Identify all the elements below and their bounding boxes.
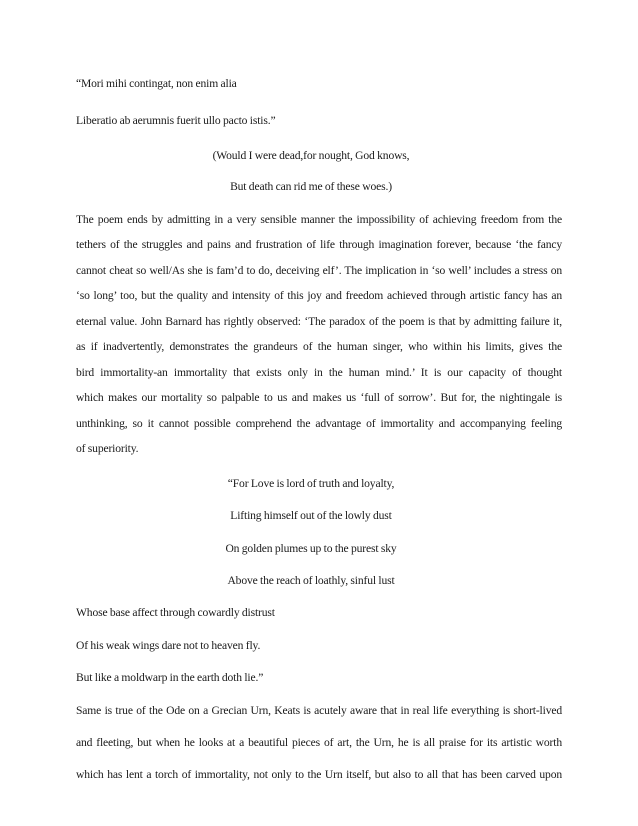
paragraph-1-line-2: tethers of the struggles and pains and frustration of life through imagination forever, because ‘the fancy bbox=[76, 238, 562, 251]
verse-line-5: Whose base affect through cowardly distrust bbox=[76, 606, 275, 619]
verse-line-3: On golden plumes up to the purest sky bbox=[225, 542, 397, 555]
paragraph-1-line-1: The poem ends by admitting in a very sensible manner the impossibility of achieving freedom from the bbox=[76, 213, 562, 226]
latin-quote-line-2: Liberatio ab aerumnis fuerit ullo pacto istis.” bbox=[76, 114, 276, 127]
translation-line-2: But death can rid me of these woes.) bbox=[230, 180, 392, 193]
verse-line-1: “For Love is lord of truth and loyalty, bbox=[227, 477, 395, 490]
paragraph-1-line-6: as if inadvertently, demonstrates the grandeurs of the human singer, who within his limits, gives the bbox=[76, 340, 562, 353]
paragraph-1-line-4: ‘so long’ too, but the quality and intensity of this joy and freedom achieved through artistic fancy has an bbox=[76, 289, 562, 302]
paragraph-2-line-2: and fleeting, but when he looks at a beautiful pieces of art, the Urn, he is all praise for its artistic worth bbox=[76, 736, 562, 749]
paragraph-1-line-3: cannot cheat so well/As she is fam’d to do, deceiving elf’. The implication in ‘so well’ includes a stress on bbox=[76, 264, 562, 277]
verse-line-6: Of his weak wings dare not to heaven fly. bbox=[76, 639, 261, 652]
paragraph-1-line-5: eternal value. John Barnard has rightly observed: ‘The paradox of the poem is that by admitting failure it, bbox=[76, 315, 562, 328]
paragraph-1-line-8: which makes our mortality so palpable to us and makes us ‘full of sorrow’. But for, the nightingale is bbox=[76, 391, 562, 404]
latin-quote-line-1: “Mori mihi contingat, non enim alia bbox=[76, 77, 237, 90]
verse-line-7: But like a moldwarp in the earth doth lie.” bbox=[76, 671, 264, 684]
paragraph-1-line-10: of superiority. bbox=[76, 442, 139, 455]
paragraph-2-line-1: Same is true of the Ode on a Grecian Urn, Keats is acutely aware that in real life everything is short-lived bbox=[76, 704, 562, 717]
translation-line-1: (Would I were dead,for nought, God knows, bbox=[212, 149, 410, 162]
paragraph-1-line-7: bird immortality-an immortality that exists only in the human mind.’ It is our capacity of thought bbox=[76, 366, 562, 379]
verse-line-4: Above the reach of loathly, sinful lust bbox=[227, 574, 395, 587]
verse-line-2: Lifting himself out of the lowly dust bbox=[230, 509, 392, 522]
document-page bbox=[76, 0, 562, 826]
paragraph-1-line-9: unthinking, so it cannot possible comprehend the advantage of immortality and accompanying feeling bbox=[76, 417, 562, 430]
paragraph-2-line-3: which has lent a torch of immortality, not only to the Urn itself, but also to all that has been carved upon bbox=[76, 768, 562, 781]
